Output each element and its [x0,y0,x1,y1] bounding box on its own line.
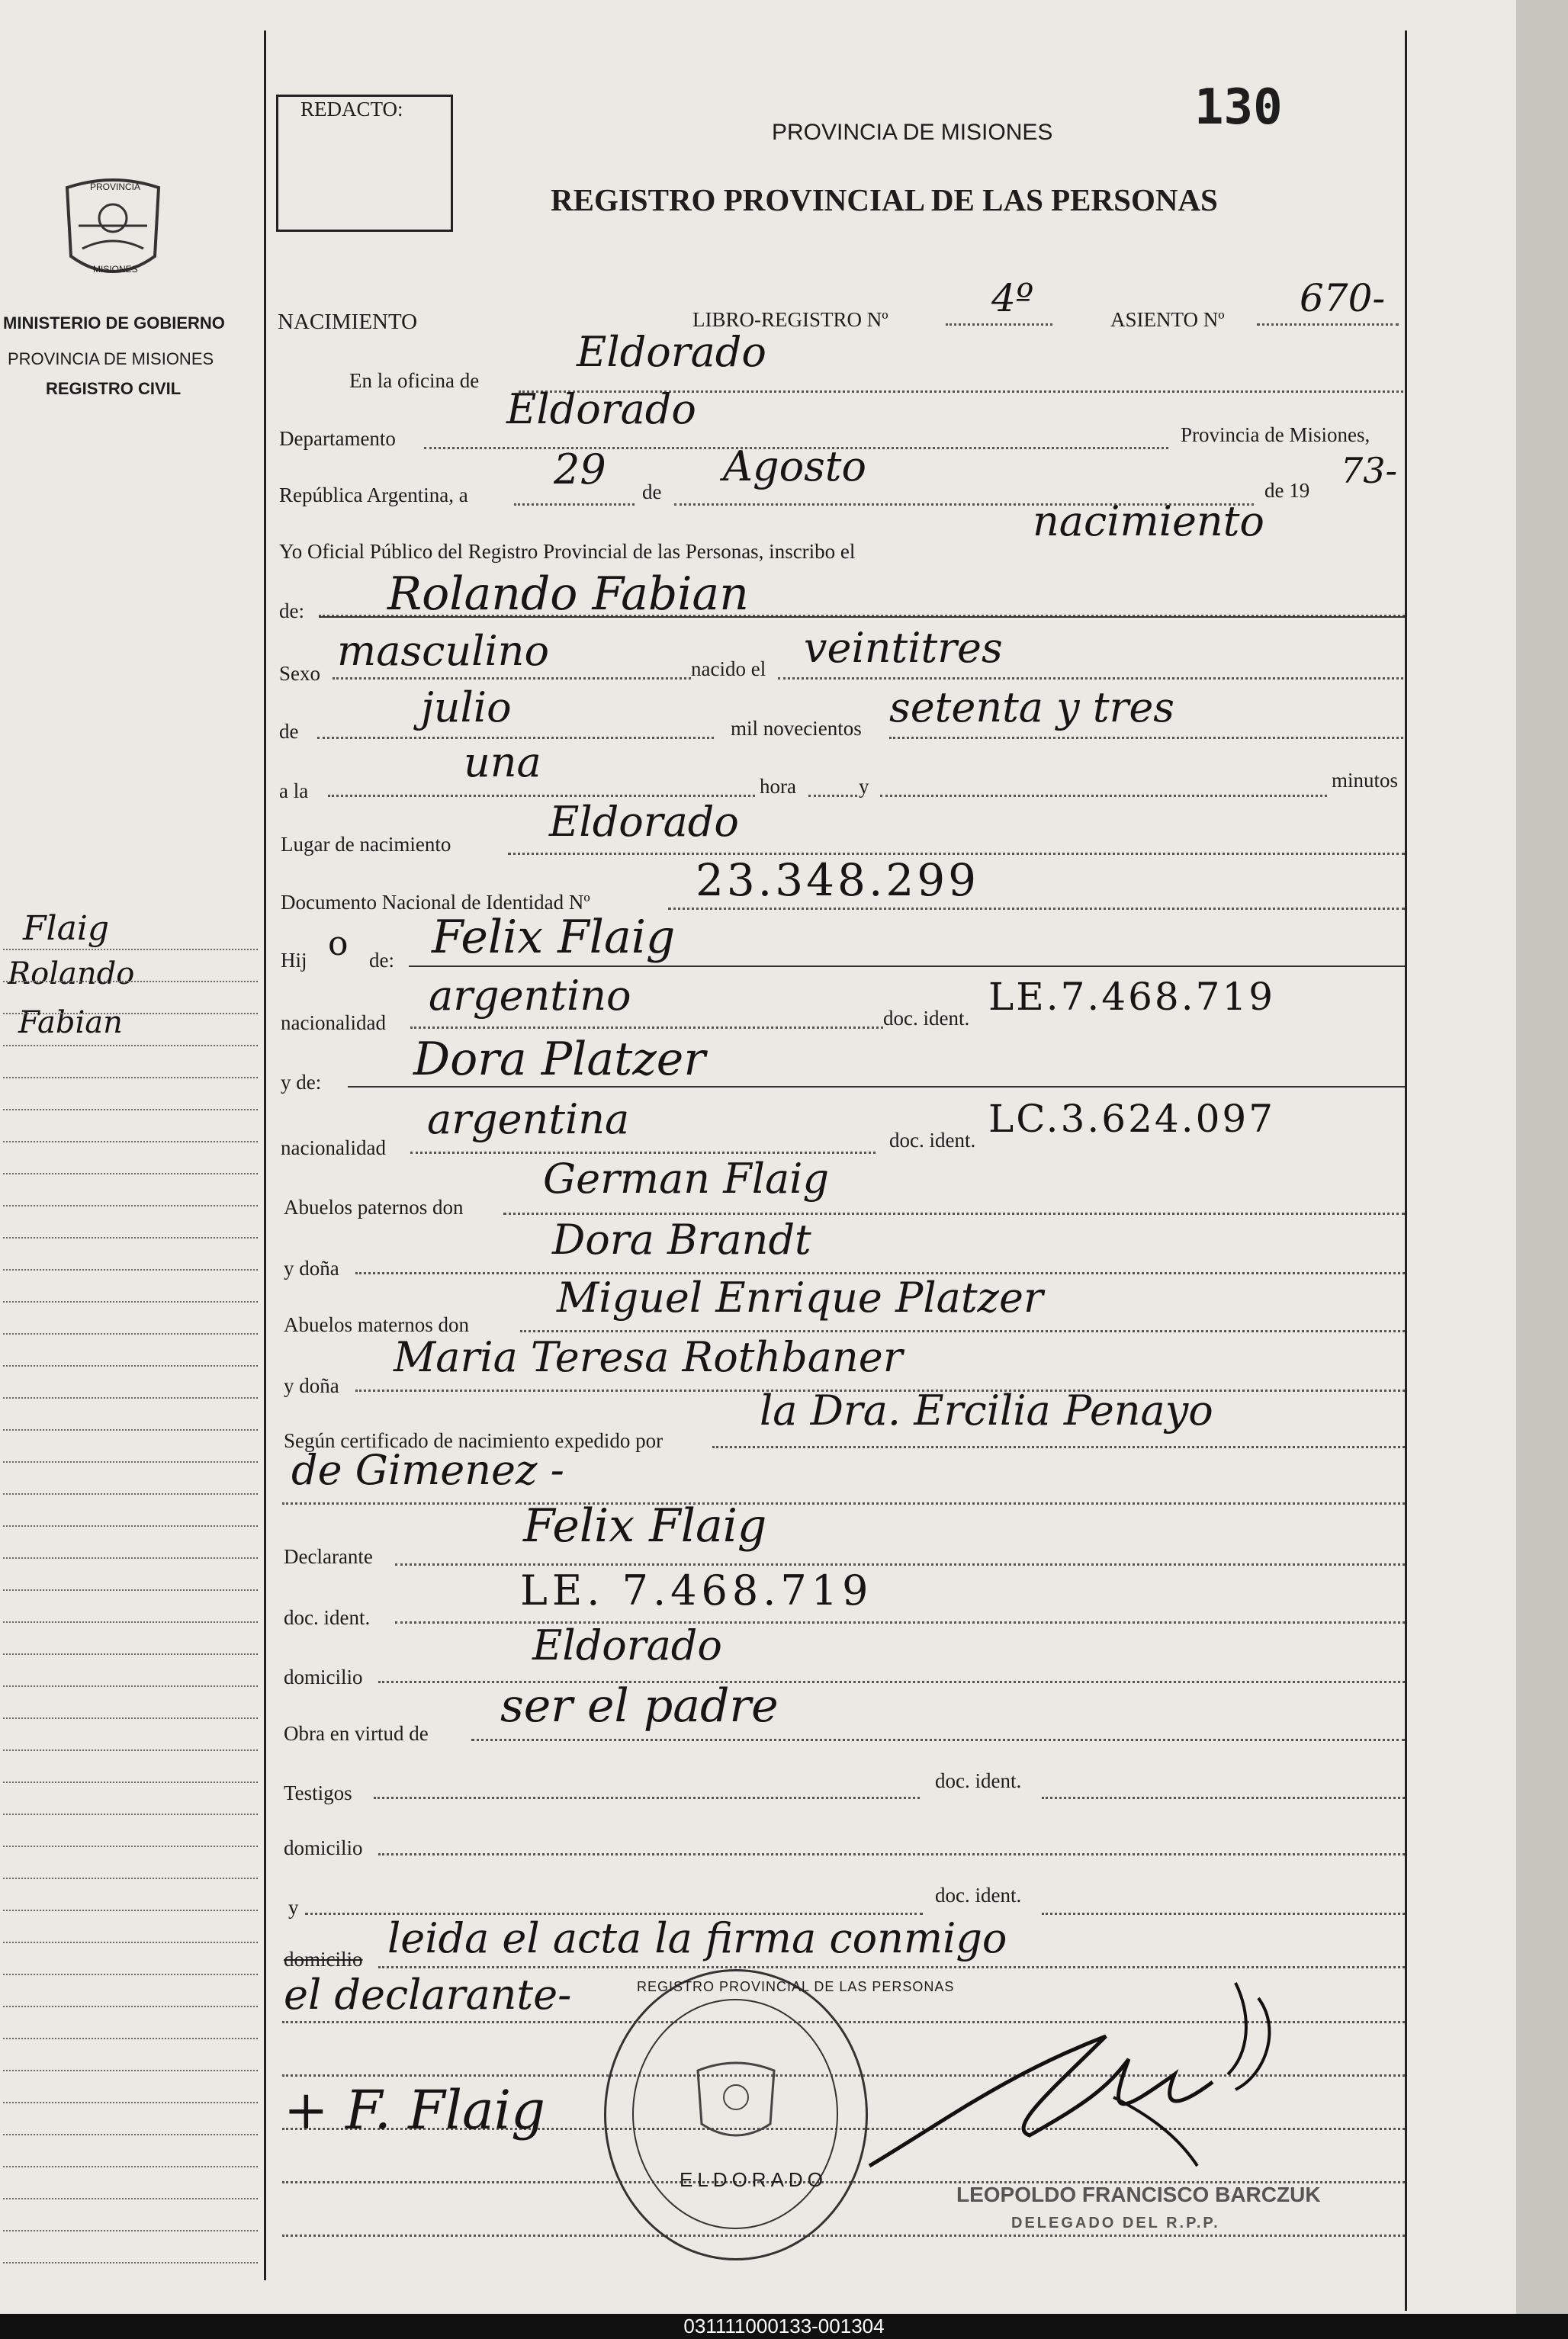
y-testigo-label: y [288,1896,299,1919]
margin-rule [3,1814,258,1815]
dia-value: 29 [554,445,606,493]
de19-label: de 19 [1264,479,1310,502]
seal-text-bottom: MISIONES [93,264,138,275]
inscribo-value: nacimiento [1033,497,1264,545]
domicilio-label: domicilio [284,1666,363,1688]
libro-value: 4º [991,276,1034,320]
margin-rule [3,1685,258,1687]
margin-rule [3,2038,258,2039]
mil-novecientos-label: mil novecientos [731,717,862,740]
nacionalidad-madre-label: nacionalidad [281,1136,386,1159]
anio-nac-value: setenta y tres [889,683,1175,731]
declarante-label: Declarante [284,1545,373,1568]
margin-rule [3,1782,258,1783]
y-label: y [859,775,869,798]
frame-right-line [1405,31,1407,2311]
decl-doc-label: doc. ident. [284,1606,371,1629]
padre-nac-value: argentino [429,972,631,1020]
margin-rule [3,1942,258,1943]
margin-rule [3,981,258,982]
abuela-pat-value: Dora Brandt [552,1216,811,1264]
margin-rule [3,1974,258,1975]
domicilio-struck-label: domicilio [284,1948,363,1971]
margin-rule [3,1493,258,1495]
margin-rule [3,1621,258,1623]
madre-nac-value: argentina [427,1095,630,1143]
margin-rule [3,1109,258,1110]
y-dona-pat-label: y doña [284,1257,339,1280]
margin-note-line-1: Flaig [23,909,110,948]
margin-rule [3,1173,258,1174]
margin-rule [3,1237,258,1239]
binding-edge [1516,0,1568,2314]
margin-rule [3,1269,258,1271]
minutos-label: minutos [1332,769,1399,792]
margin-rule [3,2134,258,2135]
margin-rule [3,1365,258,1367]
firma-declarante: + F. Flaig [284,2079,545,2141]
certificado-value: la Dra. Ercilia Penayo [760,1386,1213,1435]
margin-note-line-2: Rolando [8,956,135,991]
hij-label: Hij [281,949,307,972]
testigo2-doc-label: doc. ident. [935,1884,1022,1907]
obra-label: Obra en virtud de [284,1722,429,1745]
margin-rule [3,1397,258,1399]
de-colon-label: de: [279,599,304,622]
libro-label: LIBRO-REGISTRO Nº [692,308,888,331]
nacionalidad-padre-label: nacionalidad [281,1011,386,1034]
margin-rule [3,1525,258,1527]
oficina-label: En la oficina de [349,369,480,392]
dni-value: 23.348.299 [696,854,980,906]
provincia-misiones-label: Provincia de Misiones, [1181,423,1370,446]
testigos-domicilio-label: domicilio [284,1836,363,1859]
stamp-center-text: ELDORADO [680,2168,827,2191]
declarante-value: Felix Flaig [523,1499,767,1553]
ministry-seal [59,172,166,294]
margin-rule [3,2262,258,2263]
abuelo-mat-value: Miguel Enrique Platzer [557,1274,1043,1322]
margin-rule [3,1910,258,1911]
abuelos-maternos-label: Abuelos maternos don [284,1313,469,1336]
signature-name: LEOPOLDO FRANCISCO BARCZUK [956,2183,1321,2206]
mes-nac-value: julio [421,683,512,731]
nacido-el-label: nacido el [691,657,766,680]
seal-text-top: PROVINCIA [90,182,141,192]
redacto-label: REDACTO: [300,98,403,120]
official-stamp [604,1969,955,2260]
margin-rule [3,1077,258,1078]
lugar-label: Lugar de nacimiento [281,833,451,856]
signature-title: DELEGADO DEL R.P.P. [1011,2215,1220,2231]
padre-doc-value: LE.7.468.719 [988,975,1276,1019]
margin-rule [3,1461,258,1463]
footer-id: 031111000133-001304 [0,2314,1568,2339]
a-la-label: a la [279,779,309,802]
margin-rule [3,2102,258,2103]
departamento-label: Departamento [279,427,396,450]
margin-rule [3,2070,258,2071]
frame-left-line [264,31,266,2280]
obra-value: ser el padre [500,1679,779,1733]
nacido-el-value: veintitres [804,624,1003,672]
de-label: de [642,480,662,503]
margin-rule [3,1141,258,1142]
decl-dom-value: Eldorado [532,1621,722,1669]
cierre2-value: el declarante- [284,1971,572,2019]
doc-ident-padre-label: doc. ident. [883,1007,970,1030]
hora-value: una [464,738,541,786]
y-de-label: y de: [281,1071,322,1094]
madre-value: Dora Platzer [413,1033,705,1086]
yo-oficial-label: Yo Oficial Público del Registro Provincial de las Personas, inscribo el [279,540,856,563]
margin-rule [3,2230,258,2231]
oficina-value: Eldorado [577,328,766,376]
margin-rule [3,1846,258,1847]
hij-de-label: de: [369,949,394,972]
margin-rule [3,1301,258,1303]
sexo-value: masculino [337,627,549,675]
de-mes-label: de [279,720,299,743]
margin-rule [3,2198,258,2199]
hora-label: hora [760,775,796,798]
doc-ident-madre-label: doc. ident. [889,1129,976,1152]
certificado2-value: de Gimenez - [291,1446,564,1494]
margin-rule [3,1653,258,1655]
margin-rule [3,1333,258,1335]
registro-civil-label: REGISTRO CIVIL [46,379,182,398]
y-dona-mat-label: y doña [284,1374,339,1397]
official-signature [854,1968,1281,2196]
madre-doc-value: LC.3.624.097 [988,1097,1276,1141]
sexo-label: Sexo [279,662,320,685]
republica-label: República Argentina, a [279,484,468,506]
segun-label: Según certificado de nacimiento expedido por [284,1429,664,1452]
abuela-mat-value: Maria Teresa Rothbaner [394,1333,903,1381]
provincia-header: PROVINCIA DE MISIONES [772,120,1053,145]
lugar-value: Eldorado [549,798,739,846]
asiento-value: 670- [1300,276,1386,320]
ministerio-label: MINISTERIO DE GOBIERNO [3,313,225,333]
page-number: 130 [1194,79,1283,136]
decl-doc-value: LE. 7.468.719 [520,1566,873,1614]
margin-rule [3,1749,258,1751]
mes-value: Agosto [723,442,866,490]
nombre-value: Rolando Fabian [387,567,749,621]
margin-rule [3,1557,258,1559]
anio-value: 73- [1341,450,1398,491]
margin-rule [3,1717,258,1719]
margin-rule [3,1013,258,1014]
margin-rule [3,2166,258,2167]
departamento-value: Eldorado [506,385,696,433]
testigos-label: Testigos [284,1782,352,1804]
cierre1-value: leida el acta la firma conmigo [387,1914,1007,1962]
abuelo-pat-value: German Flaig [543,1155,830,1203]
margin-rule [3,949,258,950]
asiento-label: ASIENTO Nº [1110,308,1225,331]
abuelos-paternos-label: Abuelos paternos don [284,1196,464,1219]
testigos-doc-label: doc. ident. [935,1769,1022,1792]
margin-rule [3,1429,258,1431]
margin-rule [3,1589,258,1591]
provincia-left-label: PROVINCIA DE MISIONES [8,349,214,368]
margin-rule [3,1878,258,1879]
registro-title: REGISTRO PROVINCIAL DE LAS PERSONAS [551,182,1218,217]
stamp-ring-text: REGISTRO PROVINCIAL DE LAS PERSONAS [637,1979,955,1994]
padre-value: Felix Flaig [432,911,676,964]
nacimiento-label: NACIMIENTO [278,310,418,334]
margin-rule [3,1205,258,1206]
margin-rule [3,1045,258,1046]
hij-suffix-value: o [328,924,349,963]
dni-label: Documento Nacional de Identidad Nº [281,891,590,914]
margin-rule [3,2006,258,2007]
margin-note-line-3: Fabian [18,1005,123,1040]
